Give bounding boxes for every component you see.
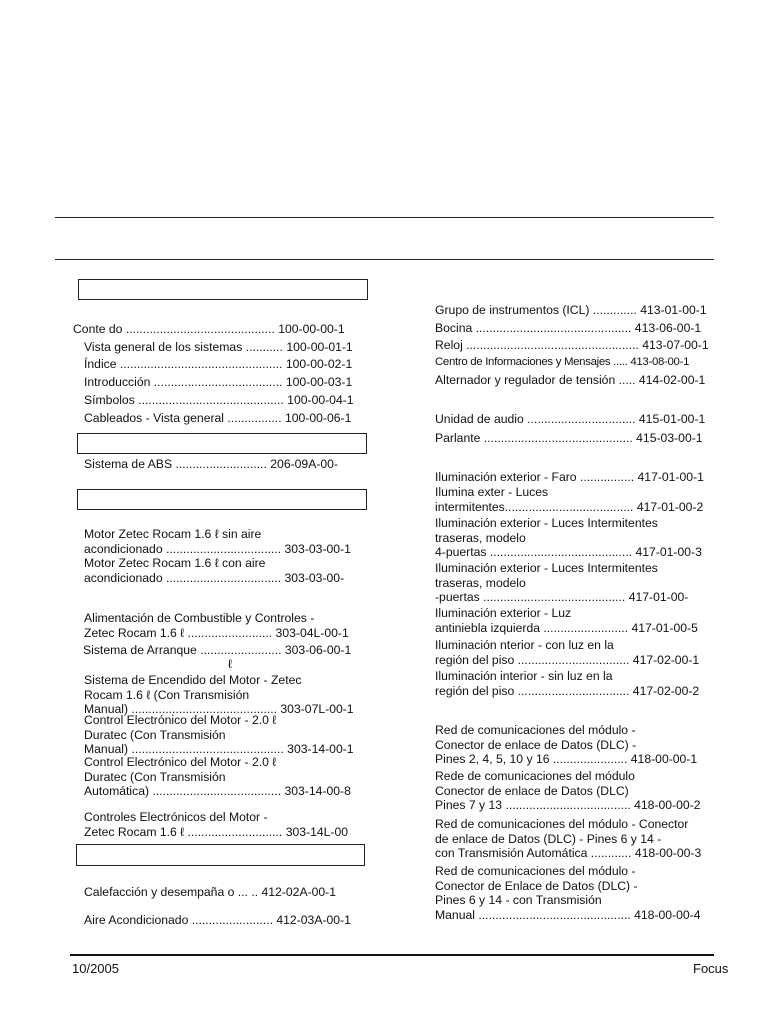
toc-entry[interactable] <box>84 885 336 900</box>
toc-entry[interactable] <box>435 638 699 667</box>
footer-date: 10/2005 <box>72 961 119 976</box>
toc-entry[interactable] <box>84 556 344 585</box>
entry-line: Pines 2, 4, 5, 10 y 16 ...................... 418-00-00-1 <box>435 752 698 766</box>
entry-line: Control Electrónico del Motor - 2.0 ℓ <box>84 755 277 769</box>
entry-line: Motor Zetec Rocam 1.6 ℓ con aire <box>84 556 266 570</box>
toc-entry[interactable] <box>435 431 703 446</box>
entry-line: Centro de Informaciones y Mensajes ..... 413-08-00-1 <box>435 356 690 368</box>
section-box-4 <box>76 844 365 866</box>
entry-line: Duratec (Con Transmisión <box>84 727 226 742</box>
toc-entry[interactable] <box>84 375 352 390</box>
entry-line: de enlace de Datos (DLC) - Pines 6 y 14 - <box>435 831 662 846</box>
section-box-2 <box>77 433 367 454</box>
entry-line: Conte do ............................................ 100-00-00-1 <box>73 322 345 336</box>
entry-line: Unidad de audio ................................ 415-01-00-1 <box>435 412 706 426</box>
entry-line: -puertas .......................................... 417-01-00- <box>435 590 689 604</box>
entry-line: Índice ................................................ 100-00-02-1 <box>84 357 353 371</box>
toc-entry[interactable] <box>84 810 348 839</box>
header-rule-top <box>55 217 714 218</box>
toc-entry[interactable] <box>435 412 705 427</box>
entry-line: traseras, modelo <box>435 575 526 590</box>
entry-line: Símbolos ........................................... 100-00-04-1 <box>84 393 354 407</box>
entry-line: con Transmisión Automática ............ 418-00-00-3 <box>435 846 702 860</box>
header-rule-bottom <box>55 259 714 260</box>
entry-line: Ilumina exter - Luces <box>435 485 549 499</box>
toc-entry[interactable] <box>84 713 354 757</box>
toc-entry[interactable] <box>435 669 699 698</box>
entry-line: Iluminación interior - sin luz en la <box>435 669 613 683</box>
entry-line: acondicionado .................................. 303-03-00- <box>84 570 345 585</box>
entry-line: Zetec Rocam 1.6 ℓ ......................... 303-04L-00-1 <box>84 625 349 640</box>
toc-entry[interactable] <box>84 357 352 372</box>
toc-entry[interactable] <box>84 611 349 640</box>
entry-line: Red de comunicaciones del módulo - Conector <box>435 817 689 831</box>
entry-line: Calefacción y desempaña o ... .. 412-02A-00-1 <box>84 885 337 899</box>
toc-entry[interactable] <box>435 355 689 370</box>
section-box-3 <box>77 489 367 510</box>
entry-line: Introducción ...................................... 100-00-03-1 <box>84 375 353 389</box>
entry-line: Conector de enlace de Datos (DLC) - <box>435 737 637 752</box>
entry-line: traseras, modelo <box>435 530 526 545</box>
entry-line: acondicionado .................................. 303-03-00-1 <box>84 541 351 556</box>
toc-entry[interactable] <box>435 470 704 485</box>
entry-line: Rocam 1.6 ℓ (Con Transmisión <box>84 687 250 702</box>
toc-entry-fragment <box>228 657 232 672</box>
entry-line: Vista general de los sistemas ........... 100-00-01-1 <box>84 340 353 354</box>
entry-line: Iluminación exterior - Luces Intermitentes <box>435 516 658 530</box>
toc-entry[interactable] <box>84 411 351 426</box>
entry-line: Pines 7 y 13 ..................................... 418-00-00-2 <box>435 798 701 812</box>
toc-entry[interactable] <box>435 338 709 353</box>
toc-entry[interactable] <box>435 516 702 560</box>
entry-line: Pines 6 y 14 - con Transmisión <box>435 893 602 907</box>
entry-line: Conector de enlace de Datos (DLC) <box>435 783 629 798</box>
entry-line: Manual ............................................. 418-00-00-4 <box>435 907 701 922</box>
entry-line: Alimentación de Combustible y Controles - <box>84 611 315 625</box>
toc-entry[interactable] <box>435 373 705 388</box>
section-box-1 <box>78 279 368 300</box>
entry-line: Motor Zetec Rocam 1.6 ℓ sin aire <box>84 527 262 541</box>
entry-line: región del piso ................................. 417-02-00-2 <box>435 683 700 698</box>
entry-line: región del piso ................................. 417-02-00-1 <box>435 652 700 667</box>
toc-entry[interactable] <box>435 817 701 861</box>
entry-line: Sistema de Arranque ........................ 303-06-00-1 <box>83 643 352 657</box>
entry-line: Iluminación exterior - Luz <box>435 606 572 620</box>
toc-entry[interactable] <box>435 303 707 318</box>
toc-entry[interactable] <box>84 913 351 928</box>
entry-line: Duratec (Con Transmisión <box>84 769 226 784</box>
toc-entry[interactable] <box>435 606 698 635</box>
toc-entry[interactable] <box>435 769 701 813</box>
toc-entry[interactable] <box>84 340 353 355</box>
entry-line: intermitentes...................................... 417-01-00-2 <box>435 499 704 514</box>
entry-line: Control Electrónico del Motor - 2.0 ℓ <box>84 713 277 727</box>
toc-entry[interactable] <box>84 457 338 472</box>
entry-line: Iluminación nterior - con luz en la <box>435 638 614 652</box>
toc-entry[interactable] <box>84 755 351 799</box>
entry-line: Manual) ........................................... 303-07L-00-1 <box>84 702 354 716</box>
toc-entry[interactable] <box>435 723 697 767</box>
toc-entry[interactable] <box>435 485 703 514</box>
toc-entry[interactable] <box>73 322 345 337</box>
entry-line: 4-puertas .......................................... 417-01-00-3 <box>435 545 702 559</box>
entry-line: antiniebla izquierda ......................... 417-01-00-5 <box>435 620 698 635</box>
entry-line: Automática) ...................................... 303-14-00-8 <box>84 784 351 798</box>
entry-line: Manual) ............................................. 303-14-00-1 <box>84 742 354 756</box>
entry-line: Iluminación exterior - Luces Intermitentes <box>435 561 658 575</box>
entry-line: Grupo de instrumentos (ICL) ............. 413-01-00-1 <box>435 303 707 317</box>
entry-line: Sistema de ABS ........................... 206-09A-00- <box>84 457 339 471</box>
entry-line: Iluminación exterior - Faro ................ 417-01-00-1 <box>435 470 704 484</box>
toc-entry[interactable] <box>435 321 701 336</box>
toc-entry[interactable] <box>84 393 354 408</box>
toc-entry[interactable] <box>84 673 354 717</box>
toc-entry[interactable] <box>84 527 351 556</box>
toc-entry[interactable] <box>435 561 688 605</box>
entry-line: Red de comunicaciones del módulo - <box>435 864 636 878</box>
entry-line: Bocina .............................................. 413-06-00-1 <box>435 321 702 335</box>
entry-line: Parlante ............................................ 415-03-00-1 <box>435 431 703 445</box>
entry-line: ℓ <box>228 657 232 671</box>
entry-line: Conector de Enlace de Datos (DLC) - <box>435 878 638 893</box>
entry-line: Sistema de Encendido del Motor - Zetec <box>84 673 302 687</box>
entry-line: Cableados - Vista general ................ 100-00-06-1 <box>84 411 352 425</box>
entry-line: Red de comunicaciones del módulo - <box>435 723 636 737</box>
footer-model: Focus <box>693 961 729 976</box>
entry-line: Zetec Rocam 1.6 ℓ ............................ 303-14L-00 <box>84 824 349 839</box>
footer-rule <box>70 954 714 956</box>
toc-entry[interactable] <box>83 643 351 658</box>
entry-line: Reloj ................................................... 413-07-00-1 <box>435 338 709 352</box>
entry-line: Rede de comunicaciones del módulo <box>435 769 635 783</box>
entry-line: Aire Acondicionado ........................ 412-03A-00-1 <box>84 913 351 927</box>
toc-entry[interactable] <box>435 864 701 922</box>
entry-line: Alternador y regulador de tensión ..... 414-02-00-1 <box>435 373 706 387</box>
entry-line: Controles Electrónicos del Motor - <box>84 810 268 824</box>
